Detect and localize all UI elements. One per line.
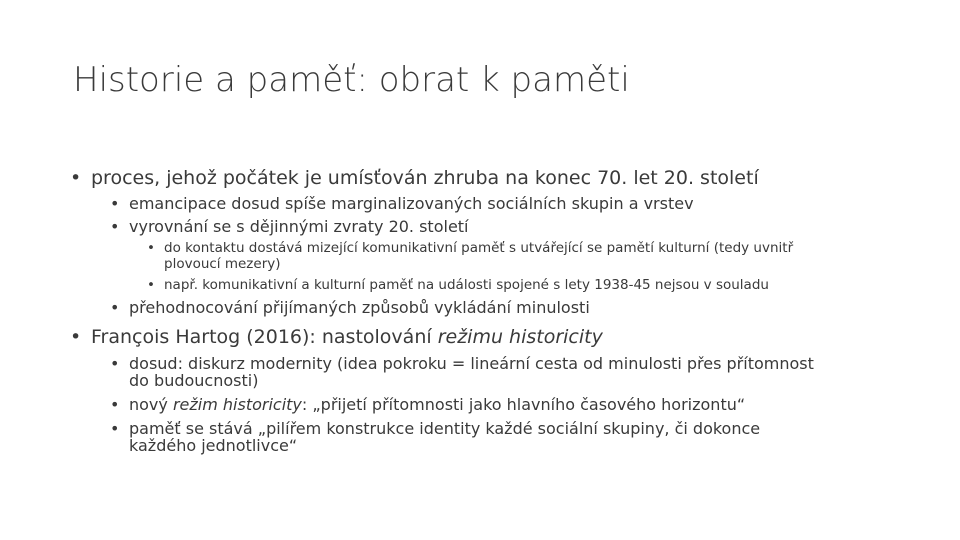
bullet-text-level1: proces, jehož počátek je umísťován zhruba na konec 70. let 20. století (91, 167, 759, 189)
bullet-text-level1 (91, 325, 603, 349)
bullet-text-level2: emancipace dosud spíše marginalizovaných sociálních skupin a vrstev (129, 194, 694, 213)
bullet-text-continuation: plovoucí mezery) (164, 256, 281, 272)
bullet-icon: • (147, 240, 155, 256)
bullet-icon: • (110, 395, 120, 414)
bullet-text-part: François Hartog (2016): nastolování (91, 326, 438, 348)
bullet-icon: • (110, 298, 120, 317)
bullet-icon: • (110, 354, 120, 373)
bullet-text-part: : „přijetí přítomnosti jako hlavního časového horizontu“ (301, 395, 746, 414)
bullet-text-continuation: do budoucnosti) (129, 371, 259, 390)
bullet-text-italic: režimu historicity (437, 326, 603, 348)
bullet-text-level2: paměť se stává „pilířem konstrukce identity každé sociální skupiny, či dokonce (129, 419, 761, 438)
bullet-icon: • (70, 326, 82, 348)
bullet-icon: • (110, 217, 120, 236)
bullet-icon: • (70, 167, 82, 189)
bullet-text-italic: režim historicity (172, 395, 302, 414)
bullet-icon: • (147, 277, 155, 293)
bullet-icon: • (110, 194, 120, 213)
bullet-text-level3: do kontaktu dostává mizející komunikativní paměť s utvářející se pamětí kulturní (tedy uvnitř (164, 240, 794, 256)
bullet-text-level3: např. komunikativní a kulturní paměť na události spojené s lety 1938-45 nejsou v souladu (164, 277, 769, 293)
bullet-text-level2: přehodnocování přijímaných způsobů vykládání minulosti (129, 298, 590, 317)
bullet-text-part: nový (129, 395, 173, 414)
bullet-text-level2 (129, 395, 745, 415)
bullet-icon: • (110, 419, 120, 438)
bullet-text-continuation: každého jednotlivce“ (129, 436, 298, 455)
bullet-text-level2: vyrovnání se s dějinnými zvraty 20. století (129, 217, 469, 236)
slide-title: Historie a paměť: obrat k paměti (73, 60, 630, 100)
bullet-text-level2: dosud: diskurz modernity (idea pokroku = lineární cesta od minulosti přes přítomnost (129, 354, 814, 373)
